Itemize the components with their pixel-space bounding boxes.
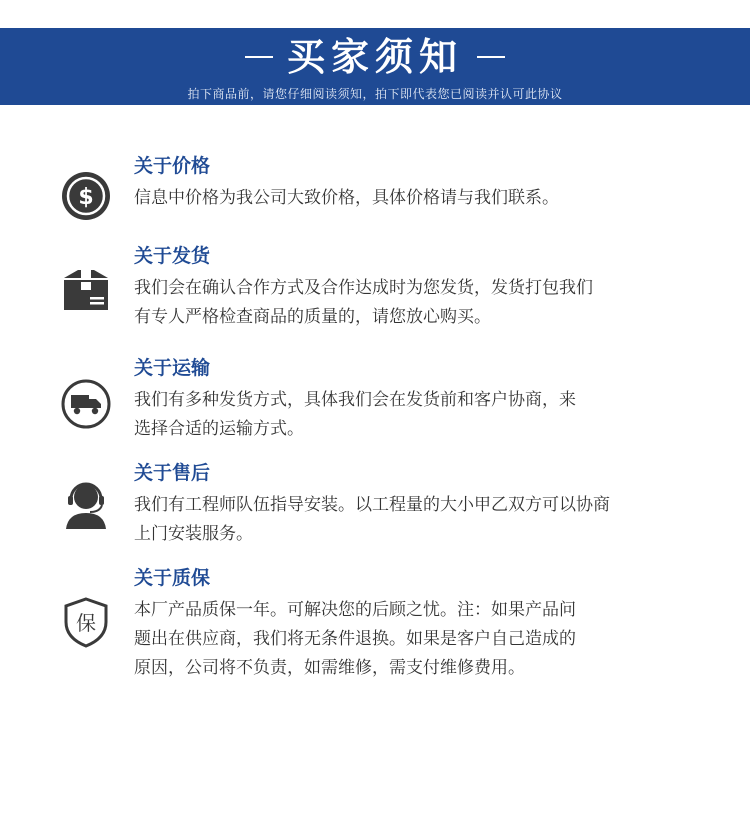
banner-left-line — [245, 56, 273, 58]
banner-title-row — [0, 34, 750, 80]
header-banner — [0, 28, 750, 105]
delivery-truck-icon — [60, 378, 112, 430]
warranty-icon-glyph: 保 — [76, 611, 96, 635]
section-title: 关于售后 — [134, 462, 211, 484]
headset-support-icon — [60, 477, 112, 529]
package-box-icon — [60, 264, 112, 316]
section-title: 关于价格 — [134, 155, 211, 177]
section-body: 我们会在确认合作方式及合作达成时为您发货，发货打包我们 有专人严格检查商品的质量的，请您放心购买。 — [134, 278, 593, 327]
section-body: 信息中价格为我公司大致价格，具体价格请与我们联系。 — [134, 188, 559, 208]
page-subtitle: 拍下商品前，请您仔细阅读须知，拍下即代表您已阅读并认可此协议 — [187, 87, 563, 101]
section-body: 本厂产品质保一年。可解决您的后顾之忧。注：如果产品问 题出在供应商，我们将无条件退换。如果是客户自己造成的 原因，公司将不负责，如需维修，需支付维修费用。 — [134, 600, 576, 678]
banner-right-line — [477, 56, 505, 58]
warranty-shield-icon — [60, 596, 112, 648]
section-body: 我们有多种发货方式，具体我们会在发货前和客户协商，来 选择合适的运输方式。 — [134, 390, 576, 439]
page-title: 买家须知 — [286, 35, 463, 79]
svg-text:$: $ — [78, 185, 94, 210]
dollar-coin-icon — [60, 170, 112, 222]
section-body: 我们有工程师队伍指导安装。以工程量的大小甲乙双方可以协商 上门安装服务。 — [134, 495, 610, 544]
top-spacer — [0, 0, 750, 28]
section-title: 关于运输 — [134, 357, 211, 379]
section-title: 关于发货 — [134, 245, 211, 267]
section-title: 关于质保 — [134, 567, 211, 589]
